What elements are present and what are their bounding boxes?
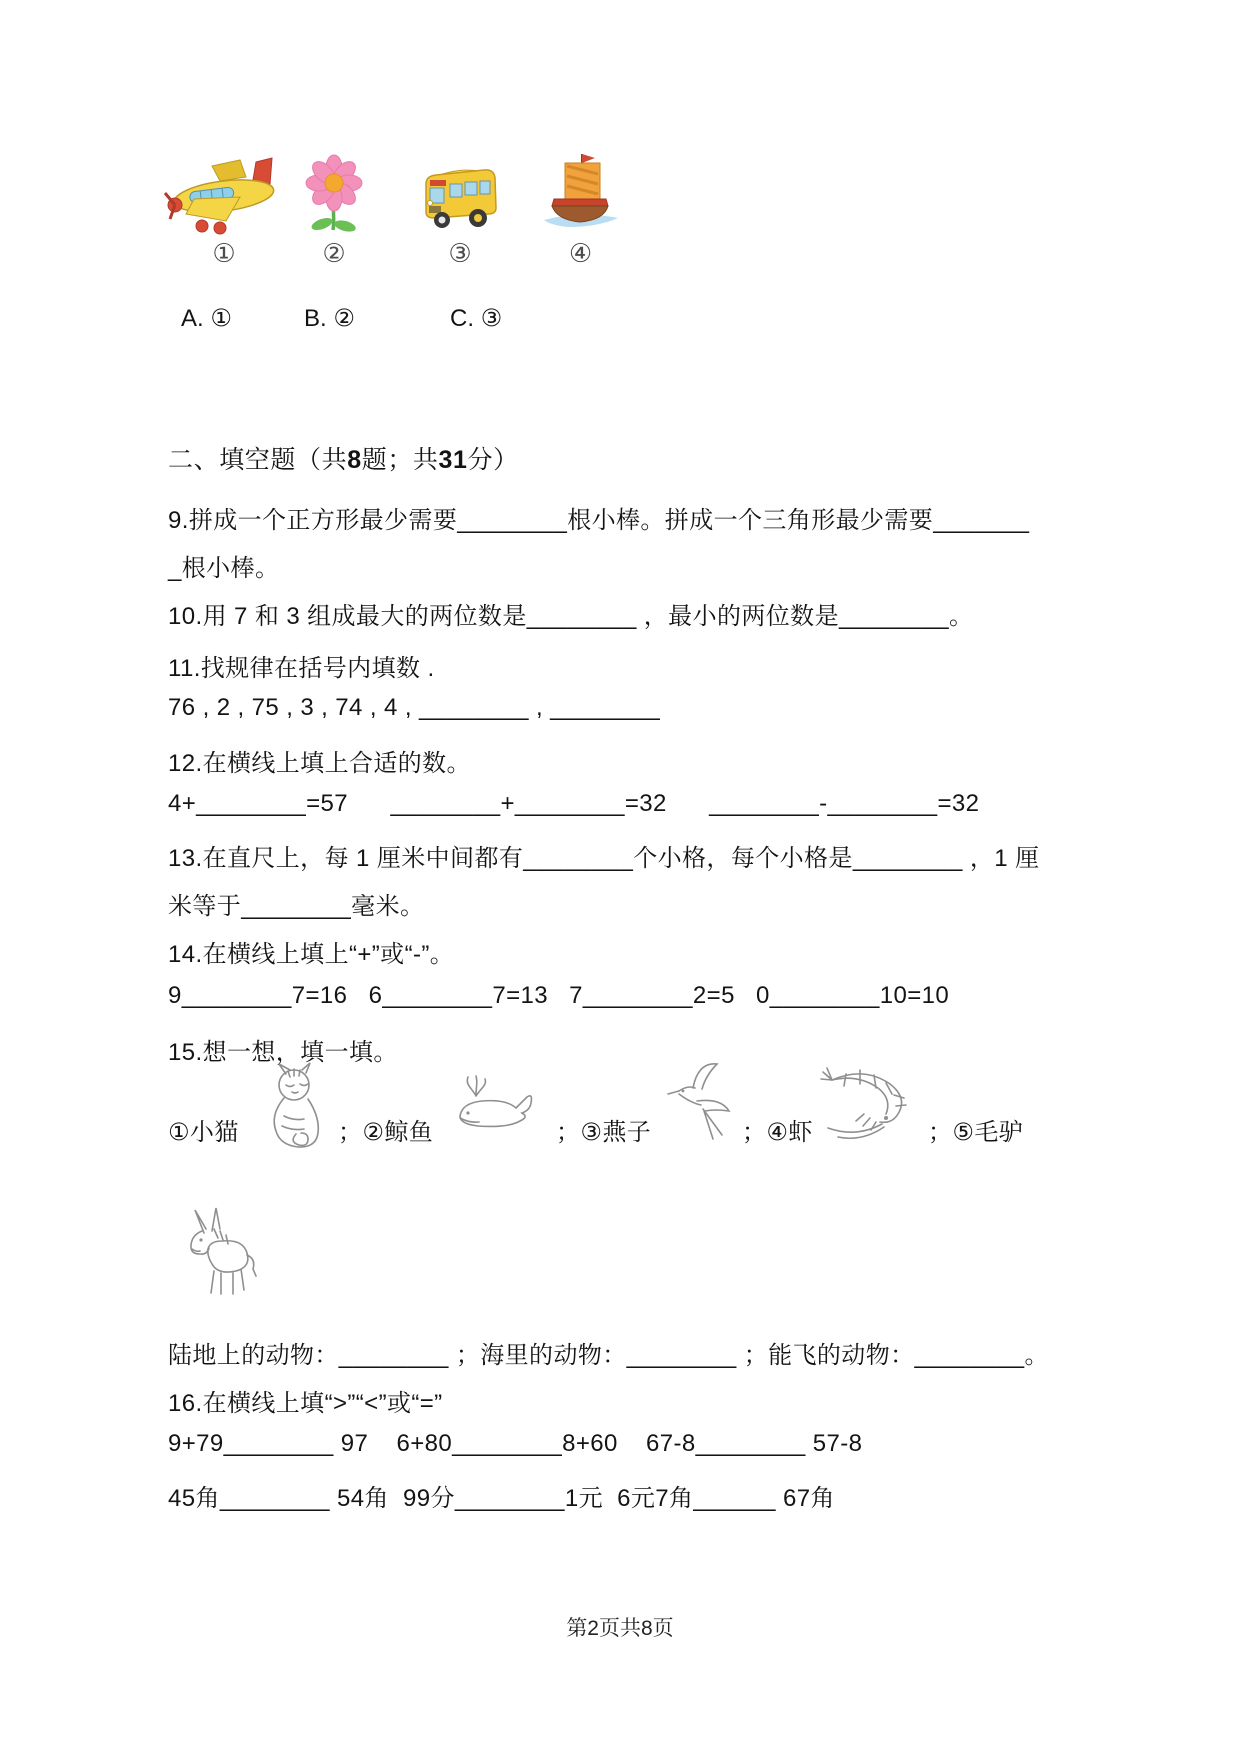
question-12-title: 12.在横线上填上合适的数。 [168,750,471,777]
picture-number-2: ② [322,238,346,268]
option-a: A. ① [181,305,232,332]
question-15-title: 15.想一想，填一填。 [168,1039,398,1066]
animal-label-cat: ①小猫 [168,1119,239,1146]
question-15-categories: 陆地上的动物：________ ；海里的动物：________ ；能飞的动物：________。 [168,1342,1049,1369]
question-11-sequence: 76 , 2 , 75 , 3 , 74 , 4 , ________ , ________ [168,694,661,721]
shrimp-icon [816,1066,916,1142]
picture-number-1: ① [212,238,236,268]
question-16-title: 16.在横线上填“>”“<”或“=” [168,1390,443,1417]
question-13-line-1: 13.在直尺上，每 1 厘米中间都有________个小格，每个小格是________ ，1 厘 [168,845,1040,872]
question-13-line-2: 米等于________毫米。 [168,893,425,920]
section-header-points: 31 [438,446,468,474]
picture-number-3: ③ [448,238,472,268]
option-c: C. ③ [450,305,503,332]
flower-icon [300,154,368,236]
question-14-title: 14.在横线上填上“+”或“-”。 [168,941,455,968]
section-header [168,440,519,476]
picture-number-4: ④ [568,238,593,268]
animal-label-donkey: ；⑤毛驴 [928,1119,1024,1146]
animal-label-swallow: ；③燕子 [556,1119,652,1146]
section-header-count: 8 [347,446,362,474]
option-b: B. ② [304,305,355,332]
page-footer: 第2页共8页 [566,1617,674,1640]
sailboat-icon [538,150,623,236]
question-14-equations: 9________7=16 6________7=13 7________2=5 0________10=10 [168,982,950,1009]
question-16-line-1: 9+79________ 97 6+80________8+60 67-8________ 57-8 [168,1430,863,1457]
swallow-icon [658,1058,736,1148]
question-12-equations: 4+________=57 ________+________=32 ________-________=32 [168,790,980,817]
airplane-icon [160,150,288,238]
whale-icon [448,1072,546,1144]
question-11-title: 11.找规律在括号内填数 . [168,655,435,682]
question-16-line-2: 45角________ 54角 99分________1元 6元7角______ 67角 [168,1485,835,1512]
animal-label-whale: ；②鲸鱼 [338,1119,434,1146]
animal-label-shrimp: ；④虾 [742,1119,813,1146]
section-header-prefix: 二、填空题（共 [168,446,348,474]
section-header-suffix: 分） [467,446,519,474]
section-header-mid: 题；共 [361,446,439,474]
question-9-line-1: 9.拼成一个正方形最少需要________根小棒。拼成一个三角形最少需要_______ [168,507,1030,534]
cat-icon [264,1062,330,1154]
question-9-line-2: _根小棒。 [168,555,280,582]
bus-icon [420,156,500,234]
question-10: 10.用 7 和 3 组成最大的两位数是________ ，最小的两位数是________。 [168,603,974,630]
donkey-icon [180,1205,260,1303]
